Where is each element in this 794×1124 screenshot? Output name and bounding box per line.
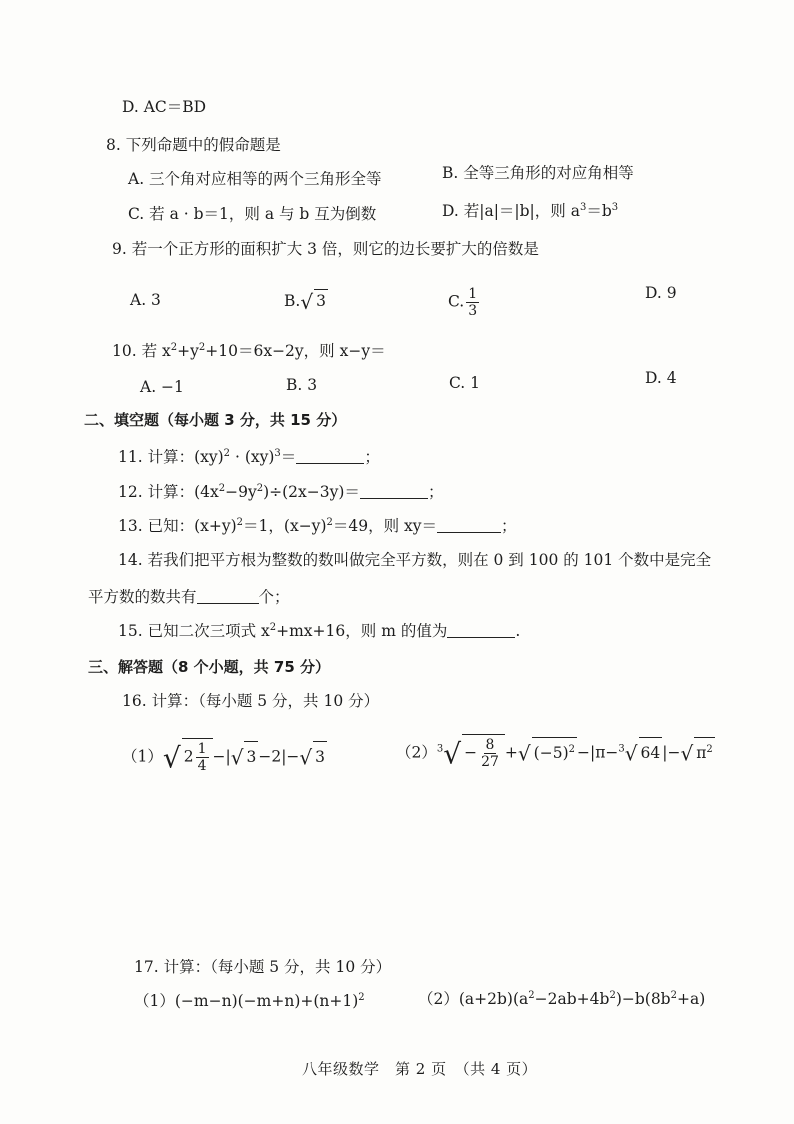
cube-root-symbol: √ [624,741,638,766]
q9-option-c [448,286,481,319]
answer-blank[interactable] [197,587,259,604]
q9-c-fraction [466,286,479,319]
q9-option-b [284,289,328,313]
q16-p1-radicand [182,738,213,774]
answer-blank[interactable] [437,516,501,533]
sqrt-symbol: √ [300,290,314,314]
section-2-heading: 二、填空题（每小题 3 分，共 15 分） [84,411,347,429]
q12-pre: 12. 计算：(4x [118,483,219,501]
sqrt-symbol: √ [230,745,244,770]
q12-mid2: )÷(2x−3y)＝ [263,483,360,501]
q14-line2-pre: 平方数的数共有 [88,588,197,606]
sqrt-symbol: √ [517,741,531,766]
q17-p2-mid1: −2ab+4b [534,990,610,1008]
q16-p2-inner-text: (−5) [533,743,569,762]
q15-post: +mx+16，则 m 的值为 [276,622,448,640]
q8-option-b: B. 全等三角形的对应角相等 [442,164,634,182]
sup: 2 [706,743,713,755]
q16-p1-radicand-3: 3 [244,741,258,772]
sqrt-symbol: √ [680,741,694,766]
q16-p2-cube: 64 [639,737,663,768]
q14-line2 [88,586,290,608]
sup: 2 [568,743,575,755]
q16-p2-abs-pre: −|π− [577,743,619,762]
q9-stem: 9. 若一个正方形的面积扩大 3 倍，则它的边长要扩大的倍数是 [112,240,539,258]
q10-stem [112,340,386,362]
denominator: 3 [468,303,478,319]
answer-blank[interactable] [296,447,364,464]
q16-stem: 16. 计算：（每小题 5 分，共 10 分） [122,692,380,710]
numerator: 8 [485,737,495,753]
q13-mid2: ＝49，则 xy＝ [332,517,438,535]
q17-part-1 [134,990,365,1012]
sup: 2 [358,992,365,1003]
q16-part-2 [396,734,715,770]
denominator: 27 [481,754,499,770]
q10-option-d: D. 4 [645,369,677,387]
q13-pre: 13. 已知：(x+y) [118,517,237,535]
q10-option-c: C. 1 [449,374,481,392]
q11-end: ； [364,448,380,466]
sup: 2 [609,990,616,1001]
sup: 2 [256,483,264,494]
q16-p2-minus: − [464,743,478,762]
numerator: 1 [468,286,478,302]
q16-p1-tail: −2|− [258,747,300,766]
q9-option-d: D. 9 [645,284,677,302]
q16-p1-fraction [196,741,209,774]
sup: 2 [269,622,277,633]
page-footer: 八年级数学 第 2 页 （共 4 页） [302,1060,538,1078]
q13 [118,515,517,537]
q17-stem: 17. 计算：（每小题 5 分，共 10 分） [134,958,392,976]
q11-mid: · (xy) [230,448,275,466]
q15-end: . [515,622,521,640]
sup: 3 [579,202,587,213]
q16-p1-whole: 2 [183,747,194,766]
q10-option-b: B. 3 [286,376,318,394]
q8-option-a: A. 三个角对应相等的两个三角形全等 [128,170,382,188]
q8-stem: 8. 下列命题中的假命题是 [106,136,281,154]
sup: 2 [236,517,244,528]
q10-stem-mid2: +10＝6x−2y，则 x−y＝ [205,342,386,360]
q17-p2-end: +a) [676,990,706,1008]
q16-p2-pi [694,737,715,768]
q16-p2-fraction [479,737,501,770]
q10-stem-mid1: +y [177,342,199,360]
cube-root-symbol: √ [443,737,462,771]
cube-root-index: 3 [436,743,444,755]
q11-pre: 11. 计算：(xy) [118,448,224,466]
q15-pre: 15. 已知二次三项式 x [118,622,270,640]
q16-p2-abs-post: |− [662,743,681,762]
cube-root-index: 3 [618,743,625,755]
q17-part-2 [418,988,705,1010]
q11-post: ＝ [280,448,297,466]
sup: 3 [274,448,281,459]
q16-p1-label: （1） [122,747,163,766]
denominator: 4 [197,758,207,774]
q12-end: ； [427,483,444,501]
sup: 2 [198,342,206,353]
q16-p2-radicand [462,734,505,770]
q12-mid1: −9y [225,483,257,501]
sup: 2 [528,990,535,1001]
q17-p2-pre: （2）(a+2b)(a [418,990,529,1008]
q13-mid1: ＝1，(x−y) [243,517,327,535]
answer-blank[interactable] [447,621,515,638]
section-3-heading: 三、解答题（8 个小题，共 75 分） [88,658,330,676]
q16-p1-radicand-3b: 3 [313,741,327,772]
q8-option-d [442,200,618,222]
q14-line2-post: 个； [258,588,290,606]
sup: 2 [218,483,226,494]
q11 [118,446,380,468]
q16-p2-plus: + [504,743,518,762]
q15 [118,620,520,642]
q12 [118,481,443,503]
q17-p1-text: （1）(−m−n)(−m+n)+(n+1) [134,992,359,1010]
q17-p2-mid2: )−b(8b [615,990,671,1008]
q16-p2-inner [532,737,577,768]
q9-c-label: C. [448,292,465,311]
q9-option-a: A. 3 [130,291,161,309]
sup: 2 [223,448,231,459]
q9-b-radicand: 3 [314,289,328,312]
q16-p1-rest: −| [212,747,231,766]
q7-option-d: D. AC＝BD [122,98,207,116]
sqrt-symbol: √ [299,745,313,770]
q8-d-pre: D. 若|a|＝|b|，则 a [442,202,580,220]
q14-line1: 14. 若我们把平方根为整数的数叫做完全平方数，则在 0 到 100 的 101 个数中是完全 [118,551,712,569]
q10-stem-pre: 10. 若 x [112,342,171,360]
numerator: 1 [197,741,207,757]
answer-blank[interactable] [360,482,428,499]
q16-part-1 [122,738,327,774]
sup: 2 [326,517,333,528]
sup: 2 [170,342,178,353]
sup: 2 [670,990,677,1001]
q13-end: ； [501,517,517,535]
q16-p2-pi-text: π [696,743,707,762]
q10-option-a: A. −1 [140,378,184,396]
q8-option-c: C. 若 a · b＝1，则 a 与 b 互为倒数 [128,205,377,223]
sup: 3 [611,202,619,213]
q9-b-label: B. [284,292,301,310]
q16-p2-label: （2） [396,743,437,762]
q8-d-mid: ＝b [586,202,612,220]
sqrt-symbol: √ [162,741,181,775]
